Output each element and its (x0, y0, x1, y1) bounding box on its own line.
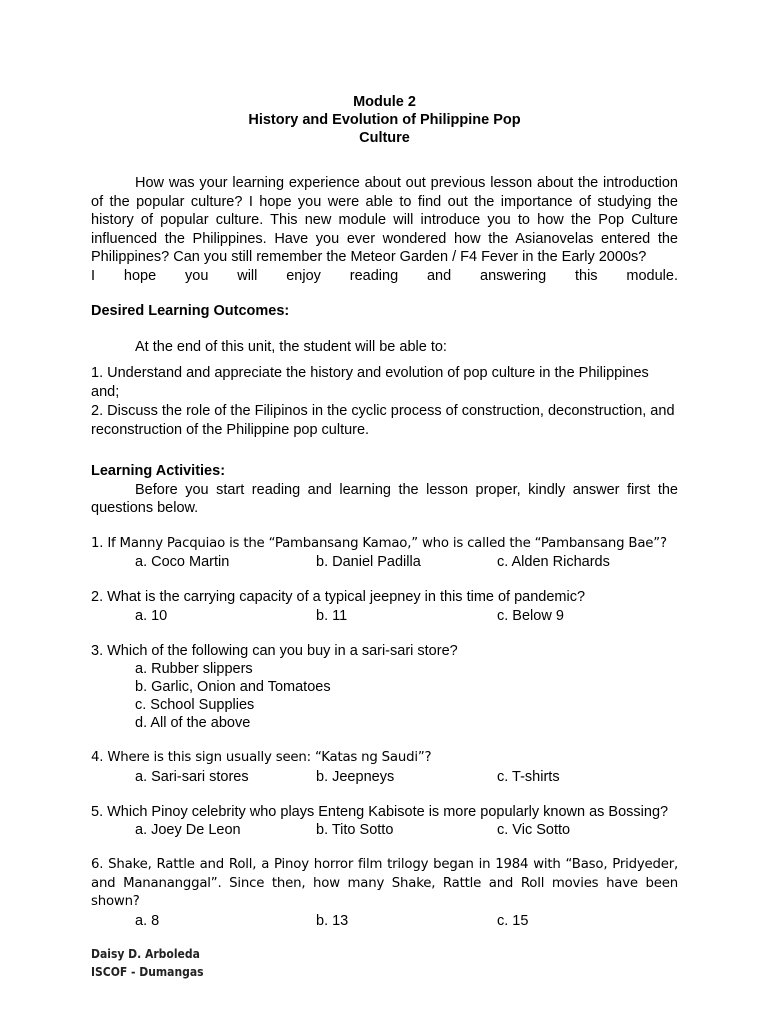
choice-c: c. 15 (497, 912, 529, 929)
choice-a: a. Sari-sari stores (135, 768, 249, 785)
module-title (91, 93, 678, 147)
choice-row (91, 821, 678, 839)
choice-b: b. 11 (316, 607, 348, 624)
choice-row (91, 553, 678, 571)
activities-heading: Learning Activities: (91, 463, 226, 479)
question-3 (91, 642, 678, 733)
question-text: 4. Where is this sign usually seen: “Katas ng Saudi”? (91, 750, 432, 765)
outcome-item-1: 1. Understand and appreciate the history and evolution of pop culture in the Philippines and; (91, 365, 649, 400)
choice-c: c. Vic Sotto (497, 822, 571, 838)
question-text: 3. Which of the following can you buy in a sari-sari store? (91, 642, 458, 659)
choice-b: b. Garlic, Onion and Tomatoes (135, 679, 331, 695)
choice-c: c. School Supplies (135, 697, 255, 713)
outcome-item-2: 2. Discuss the role of the Filipinos in the cyclic process of construction, deconstruction, and reconstruction of the Philippine pop culture. (91, 403, 675, 438)
choice-b: b. Tito Sotto (316, 822, 394, 838)
choice-d: d. All of the above (135, 715, 251, 731)
choice-b: b. Jeepneys (316, 768, 395, 785)
document-page (91, 93, 678, 930)
activities-lead: Before you start reading and learning the lesson proper, kindly answer first the questions below. (91, 481, 678, 516)
question-1 (91, 535, 678, 572)
question-6 (91, 856, 678, 930)
author-name: Daisy D. Arboleda (91, 947, 200, 961)
choice-row (91, 607, 678, 625)
intro-paragraph (91, 174, 678, 285)
choice-a: a. Rubber slippers (135, 661, 253, 677)
question-text: 6. Shake, Rattle and Roll, a Pinoy horror film trilogy began in 1984 with “Baso, Pridyeder, and Manananggal”. Since then, how many Shake, Rattle and Roll movies have been shown? (91, 857, 678, 909)
choice-list (91, 660, 678, 732)
choice-c: c. Alden Richards (497, 554, 610, 570)
question-2 (91, 588, 678, 625)
choice-row (91, 768, 678, 786)
module-number: Module 2 (353, 94, 416, 110)
choice-a: a. 10 (135, 607, 168, 624)
author-school: ISCOF - Dumangas (91, 965, 204, 979)
intro-body: How was your learning experience about out previous lesson about the introduction of the popular culture? I hope you were able to find out the importance of studying the history of popular culture. This new module will introduce you to how the Pop Culture influenced the Philippines. Have you ever wondered how the Asianovelas entered the Philippines? Can you still remember the Meteor Garden / F4 Fever in the Early 2000s? (91, 175, 678, 265)
outcomes-heading: Desired Learning Outcomes: (91, 303, 290, 319)
question-5 (91, 803, 678, 840)
question-text: 5. Which Pinoy celebrity who plays Enteng Kabisote is more popularly known as Bossing? (91, 803, 669, 820)
choice-a: a. Coco Martin (135, 554, 230, 570)
intro-last-line: I hope you will enjoy reading and answering this module. (91, 267, 678, 284)
choice-c: c. Below 9 (497, 607, 564, 624)
outcomes-lead: At the end of this unit, the student will be able to: (135, 338, 447, 355)
question-text: 1. If Manny Pacquiao is the “Pambansang Kamao,” who is called the “Pambansang Bae”? (91, 535, 667, 551)
question-text: 2. What is the carrying capacity of a typical jeepney in this time of pandemic? (91, 589, 586, 605)
choice-b: b. 13 (316, 912, 349, 929)
choice-b: b. Daniel Padilla (316, 554, 421, 570)
choice-c: c. T-shirts (497, 768, 560, 785)
author-footer (91, 945, 204, 981)
choice-a: a. 8 (135, 912, 160, 929)
choice-a: a. Joey De Leon (135, 822, 241, 838)
choice-row (91, 912, 678, 930)
module-title-line-1: History and Evolution of Philippine Pop (248, 112, 521, 128)
module-title-line-2: Culture (359, 130, 410, 146)
question-4 (91, 749, 678, 786)
